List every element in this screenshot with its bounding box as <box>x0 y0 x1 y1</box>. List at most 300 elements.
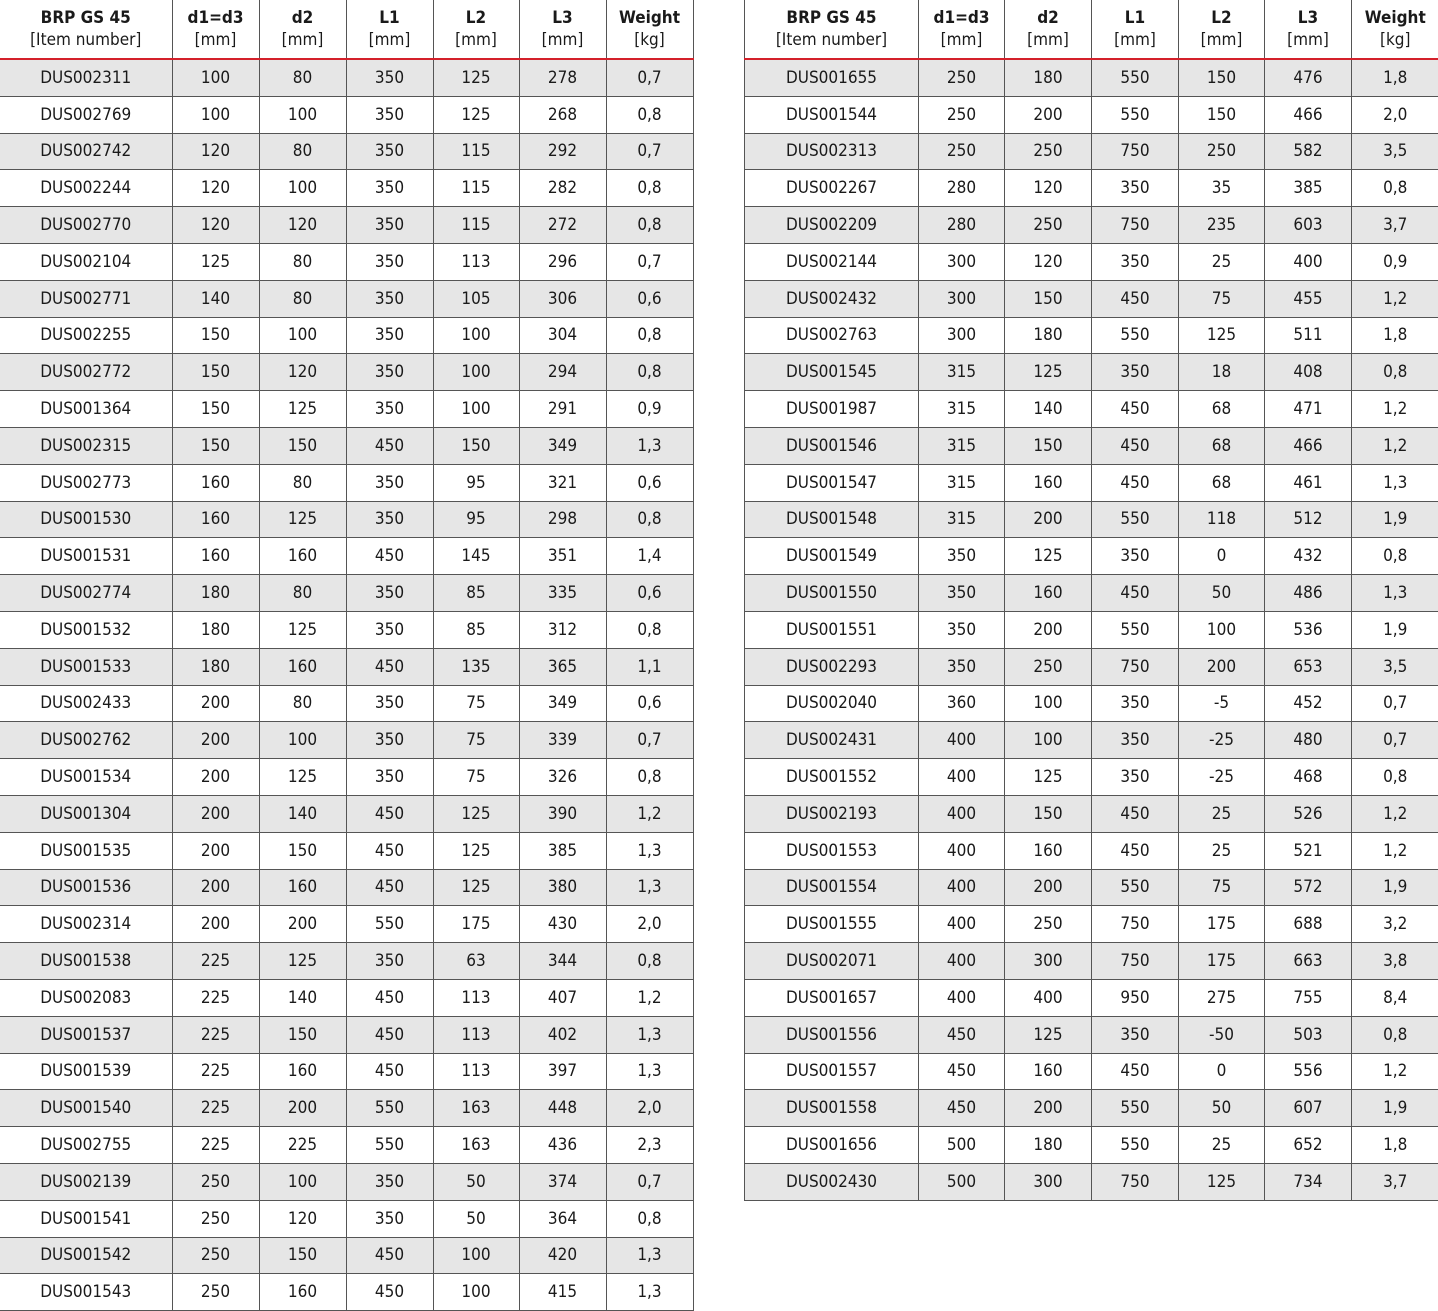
item-number-cell: DUS001548 <box>745 501 919 538</box>
item-number-cell: DUS001657 <box>745 979 919 1016</box>
item-number-cell: DUS001531 <box>0 538 172 575</box>
weight-cell: 1,8 <box>1352 1127 1438 1164</box>
d1-d3-cell: 450 <box>919 1016 1005 1053</box>
l2-cell: 25 <box>1179 832 1265 869</box>
d1-d3-cell: 150 <box>172 391 259 428</box>
d2-cell: 160 <box>259 648 346 685</box>
header-l1 <box>346 0 433 59</box>
weight-cell: 0,8 <box>1352 170 1438 207</box>
item-number-cell: DUS001539 <box>0 1053 172 1090</box>
table-row <box>745 906 1438 943</box>
header-title: L2 <box>1211 8 1232 28</box>
table-row <box>0 943 693 980</box>
l3-cell: 335 <box>519 575 606 612</box>
header-title: d2 <box>1037 8 1059 28</box>
l3-cell: 461 <box>1265 464 1352 501</box>
d1-d3-cell: 125 <box>172 243 259 280</box>
l3-cell: 468 <box>1265 759 1352 796</box>
l2-cell: 175 <box>433 906 519 943</box>
l1-cell: 750 <box>1092 906 1179 943</box>
l3-cell: 400 <box>1265 243 1352 280</box>
table-left <box>0 0 694 1311</box>
weight-cell: 1,8 <box>1352 317 1438 354</box>
header-title: d2 <box>291 8 314 28</box>
l1-cell: 450 <box>346 795 433 832</box>
l1-cell: 350 <box>346 464 433 501</box>
table-row <box>0 759 693 796</box>
d1-d3-cell: 150 <box>172 317 259 354</box>
header-d2 <box>259 0 346 59</box>
item-number-cell: DUS001534 <box>0 759 172 796</box>
l1-cell: 450 <box>1092 464 1179 501</box>
l2-cell: 163 <box>433 1090 519 1127</box>
l3-cell: 349 <box>519 685 606 722</box>
item-number-cell: DUS002315 <box>0 427 172 464</box>
item-number-cell: DUS002742 <box>0 133 172 170</box>
d2-cell: 80 <box>259 59 346 96</box>
d1-d3-cell: 140 <box>172 280 259 317</box>
l3-cell: 349 <box>519 427 606 464</box>
l1-cell: 550 <box>1092 1090 1179 1127</box>
l3-cell: 408 <box>1265 354 1352 391</box>
d2-cell: 150 <box>1005 427 1092 464</box>
weight-cell: 0,8 <box>606 317 693 354</box>
l2-cell: 25 <box>1179 243 1265 280</box>
l2-cell: 100 <box>433 317 519 354</box>
weight-cell: 0,8 <box>606 207 693 244</box>
item-number-cell: DUS002770 <box>0 207 172 244</box>
item-number-cell: DUS001530 <box>0 501 172 538</box>
l1-cell: 450 <box>1092 795 1179 832</box>
l3-cell: 512 <box>1265 501 1352 538</box>
table-row <box>745 685 1438 722</box>
header-unit: [mm] <box>1200 30 1243 50</box>
l1-cell: 550 <box>1092 501 1179 538</box>
d1-d3-cell: 150 <box>172 427 259 464</box>
item-number-cell: DUS002755 <box>0 1127 172 1164</box>
l2-cell: 113 <box>433 1016 519 1053</box>
l2-cell: 75 <box>433 722 519 759</box>
l3-cell: 304 <box>519 317 606 354</box>
d1-d3-cell: 120 <box>172 170 259 207</box>
item-number-cell: DUS001537 <box>0 1016 172 1053</box>
l2-cell: 125 <box>433 795 519 832</box>
l3-cell: 407 <box>519 979 606 1016</box>
weight-cell: 0,7 <box>606 133 693 170</box>
item-number-cell: DUS001553 <box>745 832 919 869</box>
l2-cell: 163 <box>433 1127 519 1164</box>
header-title: d1=d3 <box>187 8 244 28</box>
l1-cell: 750 <box>1092 1163 1179 1200</box>
weight-cell: 1,1 <box>606 648 693 685</box>
d2-cell: 80 <box>259 243 346 280</box>
l1-cell: 350 <box>346 501 433 538</box>
l2-cell: 100 <box>433 1274 519 1311</box>
d1-d3-cell: 160 <box>172 538 259 575</box>
table-row <box>0 170 693 207</box>
header-unit: [kg] <box>1379 30 1411 50</box>
l1-cell: 450 <box>1092 427 1179 464</box>
d2-cell: 150 <box>1005 795 1092 832</box>
l2-cell: 25 <box>1179 1127 1265 1164</box>
l1-cell: 350 <box>346 575 433 612</box>
d1-d3-cell: 360 <box>919 685 1005 722</box>
l3-cell: 466 <box>1265 427 1352 464</box>
d1-d3-cell: 200 <box>172 869 259 906</box>
l1-cell: 550 <box>1092 96 1179 133</box>
l1-cell: 450 <box>1092 280 1179 317</box>
l3-cell: 755 <box>1265 979 1352 1016</box>
table-row <box>0 207 693 244</box>
d2-cell: 160 <box>1005 464 1092 501</box>
d2-cell: 200 <box>1005 1090 1092 1127</box>
d1-d3-cell: 250 <box>919 59 1005 96</box>
table-row <box>745 317 1438 354</box>
header-title: BRP GS 45 <box>40 8 131 28</box>
l3-cell: 351 <box>519 538 606 575</box>
l2-cell: 50 <box>1179 575 1265 612</box>
l2-cell: 100 <box>433 391 519 428</box>
d2-cell: 160 <box>259 538 346 575</box>
l3-cell: 415 <box>519 1274 606 1311</box>
weight-cell: 1,2 <box>1352 795 1438 832</box>
l3-cell: 380 <box>519 869 606 906</box>
l3-cell: 364 <box>519 1200 606 1237</box>
l2-cell: 115 <box>433 170 519 207</box>
table-row <box>0 538 693 575</box>
l3-cell: 385 <box>519 832 606 869</box>
item-number-cell: DUS002139 <box>0 1163 172 1200</box>
d2-cell: 160 <box>1005 575 1092 612</box>
d2-cell: 100 <box>1005 722 1092 759</box>
item-number-cell: DUS001542 <box>0 1237 172 1274</box>
header-title: d1=d3 <box>933 8 990 28</box>
table-row <box>745 869 1438 906</box>
weight-cell: 0,7 <box>606 722 693 759</box>
l3-cell: 294 <box>519 354 606 391</box>
table-row <box>0 464 693 501</box>
header-title: L1 <box>1124 8 1146 28</box>
weight-cell: 1,3 <box>1352 575 1438 612</box>
l2-cell: 125 <box>1179 317 1265 354</box>
item-number-cell: DUS001655 <box>745 59 919 96</box>
d1-d3-cell: 300 <box>919 243 1005 280</box>
header-unit: [mm] <box>368 30 411 50</box>
item-number-cell: DUS002293 <box>745 648 919 685</box>
d2-cell: 120 <box>259 354 346 391</box>
d1-d3-cell: 250 <box>172 1237 259 1274</box>
item-number-cell: DUS002771 <box>0 280 172 317</box>
item-number-cell: DUS001547 <box>745 464 919 501</box>
d1-d3-cell: 120 <box>172 207 259 244</box>
l2-cell: 50 <box>433 1163 519 1200</box>
l3-cell: 486 <box>1265 575 1352 612</box>
item-number-cell: DUS001535 <box>0 832 172 869</box>
weight-cell: 0,8 <box>1352 538 1438 575</box>
d1-d3-cell: 100 <box>172 96 259 133</box>
weight-cell: 0,9 <box>1352 243 1438 280</box>
weight-cell: 2,0 <box>1352 96 1438 133</box>
l2-cell: 118 <box>1179 501 1265 538</box>
d2-cell: 120 <box>1005 243 1092 280</box>
weight-cell: 1,2 <box>606 979 693 1016</box>
weight-cell: 1,2 <box>606 795 693 832</box>
header-title: L3 <box>552 8 573 28</box>
table-row <box>745 170 1438 207</box>
header-d1-d3 <box>919 0 1005 59</box>
l3-cell: 397 <box>519 1053 606 1090</box>
l2-cell: 235 <box>1179 207 1265 244</box>
d2-cell: 100 <box>259 317 346 354</box>
item-number-cell: DUS001543 <box>0 1274 172 1311</box>
l1-cell: 450 <box>346 648 433 685</box>
header-title: Weight <box>1364 8 1426 28</box>
d2-cell: 180 <box>1005 59 1092 96</box>
l2-cell: -50 <box>1179 1016 1265 1053</box>
item-number-cell: DUS002431 <box>745 722 919 759</box>
header-title: L1 <box>379 8 400 28</box>
d1-d3-cell: 180 <box>172 611 259 648</box>
item-number-cell: DUS002774 <box>0 575 172 612</box>
l2-cell: 35 <box>1179 170 1265 207</box>
l1-cell: 350 <box>346 685 433 722</box>
l1-cell: 350 <box>346 243 433 280</box>
table-right <box>744 0 1438 1201</box>
item-number-cell: DUS002772 <box>0 354 172 391</box>
table-body-left <box>0 59 693 1311</box>
table-row <box>745 391 1438 428</box>
weight-cell: 1,3 <box>1352 464 1438 501</box>
weight-cell: 3,8 <box>1352 943 1438 980</box>
l2-cell: 85 <box>433 611 519 648</box>
item-number-cell: DUS002040 <box>745 685 919 722</box>
item-number-cell: DUS001544 <box>745 96 919 133</box>
d1-d3-cell: 400 <box>919 795 1005 832</box>
l1-cell: 550 <box>346 906 433 943</box>
d2-cell: 200 <box>259 1090 346 1127</box>
weight-cell: 1,3 <box>606 1016 693 1053</box>
d2-cell: 140 <box>259 795 346 832</box>
l3-cell: 291 <box>519 391 606 428</box>
d2-cell: 160 <box>1005 1053 1092 1090</box>
d2-cell: 125 <box>1005 538 1092 575</box>
weight-cell: 1,2 <box>1352 832 1438 869</box>
item-number-cell: DUS002255 <box>0 317 172 354</box>
d1-d3-cell: 225 <box>172 1053 259 1090</box>
weight-cell: 1,9 <box>1352 869 1438 906</box>
l2-cell: 68 <box>1179 427 1265 464</box>
l3-cell: 536 <box>1265 611 1352 648</box>
header-unit: [Item number] <box>775 30 888 50</box>
d2-cell: 180 <box>1005 1127 1092 1164</box>
item-number-cell: DUS002433 <box>0 685 172 722</box>
table-row <box>0 501 693 538</box>
weight-cell: 0,7 <box>1352 722 1438 759</box>
d2-cell: 250 <box>1005 133 1092 170</box>
weight-cell: 3,7 <box>1352 207 1438 244</box>
item-number-cell: DUS001656 <box>745 1127 919 1164</box>
d1-d3-cell: 225 <box>172 1127 259 1164</box>
table-row <box>0 1237 693 1274</box>
l1-cell: 750 <box>1092 943 1179 980</box>
d2-cell: 100 <box>259 722 346 759</box>
d1-d3-cell: 350 <box>919 538 1005 575</box>
weight-cell: 3,7 <box>1352 1163 1438 1200</box>
d1-d3-cell: 400 <box>919 943 1005 980</box>
l3-cell: 734 <box>1265 1163 1352 1200</box>
l1-cell: 350 <box>1092 354 1179 391</box>
l2-cell: 125 <box>1179 1163 1265 1200</box>
l3-cell: 455 <box>1265 280 1352 317</box>
table-row <box>0 280 693 317</box>
header-l1 <box>1092 0 1179 59</box>
l2-cell: 100 <box>433 1237 519 1274</box>
header-item-number <box>745 0 919 59</box>
l1-cell: 450 <box>346 832 433 869</box>
table-row <box>745 243 1438 280</box>
weight-cell: 2,3 <box>606 1127 693 1164</box>
l3-cell: 452 <box>1265 685 1352 722</box>
table-row <box>0 1090 693 1127</box>
table-row <box>745 96 1438 133</box>
item-number-cell: DUS001550 <box>745 575 919 612</box>
l2-cell: 95 <box>433 501 519 538</box>
item-number-cell: DUS002244 <box>0 170 172 207</box>
d1-d3-cell: 400 <box>919 759 1005 796</box>
l2-cell: 145 <box>433 538 519 575</box>
l1-cell: 550 <box>1092 317 1179 354</box>
table-row <box>0 133 693 170</box>
l2-cell: 115 <box>433 133 519 170</box>
l1-cell: 350 <box>346 207 433 244</box>
item-number-cell: DUS002763 <box>745 317 919 354</box>
l1-cell: 450 <box>346 979 433 1016</box>
l1-cell: 550 <box>346 1127 433 1164</box>
weight-cell: 1,2 <box>1352 1053 1438 1090</box>
l2-cell: 275 <box>1179 979 1265 1016</box>
l3-cell: 480 <box>1265 722 1352 759</box>
weight-cell: 1,3 <box>606 832 693 869</box>
d2-cell: 125 <box>259 391 346 428</box>
l1-cell: 450 <box>1092 1053 1179 1090</box>
l2-cell: 0 <box>1179 538 1265 575</box>
d1-d3-cell: 400 <box>919 906 1005 943</box>
table-row <box>745 1016 1438 1053</box>
table-row <box>0 906 693 943</box>
l1-cell: 750 <box>1092 207 1179 244</box>
table-row <box>745 133 1438 170</box>
header-unit: [mm] <box>1287 30 1329 50</box>
d2-cell: 300 <box>1005 1163 1092 1200</box>
l2-cell: 85 <box>433 575 519 612</box>
d1-d3-cell: 300 <box>919 280 1005 317</box>
header-weight <box>1352 0 1438 59</box>
l1-cell: 450 <box>1092 391 1179 428</box>
table-row <box>0 96 693 133</box>
d1-d3-cell: 350 <box>919 611 1005 648</box>
l1-cell: 550 <box>1092 869 1179 906</box>
d2-cell: 150 <box>259 1237 346 1274</box>
l2-cell: 150 <box>433 427 519 464</box>
l1-cell: 350 <box>346 943 433 980</box>
table-body-right <box>745 59 1438 1200</box>
l1-cell: 450 <box>346 1016 433 1053</box>
item-number-cell: DUS001552 <box>745 759 919 796</box>
d2-cell: 80 <box>259 464 346 501</box>
table-row <box>745 611 1438 648</box>
l2-cell: 63 <box>433 943 519 980</box>
d1-d3-cell: 400 <box>919 979 1005 1016</box>
weight-cell: 3,2 <box>1352 906 1438 943</box>
l1-cell: 350 <box>1092 243 1179 280</box>
item-number-cell: DUS001541 <box>0 1200 172 1237</box>
d2-cell: 100 <box>259 1163 346 1200</box>
l1-cell: 350 <box>346 1163 433 1200</box>
l1-cell: 350 <box>346 59 433 96</box>
header-l3 <box>1265 0 1352 59</box>
item-number-cell: DUS001554 <box>745 869 919 906</box>
d1-d3-cell: 315 <box>919 501 1005 538</box>
l1-cell: 350 <box>346 354 433 391</box>
d2-cell: 100 <box>1005 685 1092 722</box>
header-unit: [Item number] <box>30 30 142 50</box>
item-number-cell: DUS001546 <box>745 427 919 464</box>
weight-cell: 2,0 <box>606 906 693 943</box>
l3-cell: 312 <box>519 611 606 648</box>
table-row <box>745 575 1438 612</box>
l1-cell: 550 <box>1092 59 1179 96</box>
d2-cell: 225 <box>259 1127 346 1164</box>
item-number-cell: DUS002762 <box>0 722 172 759</box>
d2-cell: 200 <box>1005 501 1092 538</box>
l2-cell: 75 <box>1179 280 1265 317</box>
l1-cell: 750 <box>1092 133 1179 170</box>
table-row <box>745 464 1438 501</box>
item-number-cell: DUS002432 <box>745 280 919 317</box>
l2-cell: 113 <box>433 1053 519 1090</box>
l3-cell: 653 <box>1265 648 1352 685</box>
l2-cell: -25 <box>1179 759 1265 796</box>
item-number-cell: DUS002083 <box>0 979 172 1016</box>
l1-cell: 450 <box>1092 575 1179 612</box>
d2-cell: 125 <box>259 759 346 796</box>
d1-d3-cell: 225 <box>172 943 259 980</box>
table-row <box>0 795 693 832</box>
l2-cell: 125 <box>433 832 519 869</box>
item-number-cell: DUS002267 <box>745 170 919 207</box>
l2-cell: 150 <box>1179 59 1265 96</box>
l3-cell: 298 <box>519 501 606 538</box>
d1-d3-cell: 250 <box>172 1274 259 1311</box>
header-d1-d3 <box>172 0 259 59</box>
weight-cell: 1,3 <box>606 1053 693 1090</box>
d1-d3-cell: 250 <box>172 1163 259 1200</box>
header-unit: [mm] <box>194 30 237 50</box>
weight-cell: 3,5 <box>1352 133 1438 170</box>
l1-cell: 450 <box>1092 832 1179 869</box>
item-number-cell: DUS001558 <box>745 1090 919 1127</box>
l2-cell: 50 <box>433 1200 519 1237</box>
l1-cell: 950 <box>1092 979 1179 1016</box>
l3-cell: 432 <box>1265 538 1352 575</box>
table-row <box>0 1016 693 1053</box>
d2-cell: 250 <box>1005 906 1092 943</box>
d1-d3-cell: 225 <box>172 1090 259 1127</box>
d1-d3-cell: 315 <box>919 354 1005 391</box>
weight-cell: 0,6 <box>606 280 693 317</box>
item-number-cell: DUS001536 <box>0 869 172 906</box>
l2-cell: 113 <box>433 979 519 1016</box>
